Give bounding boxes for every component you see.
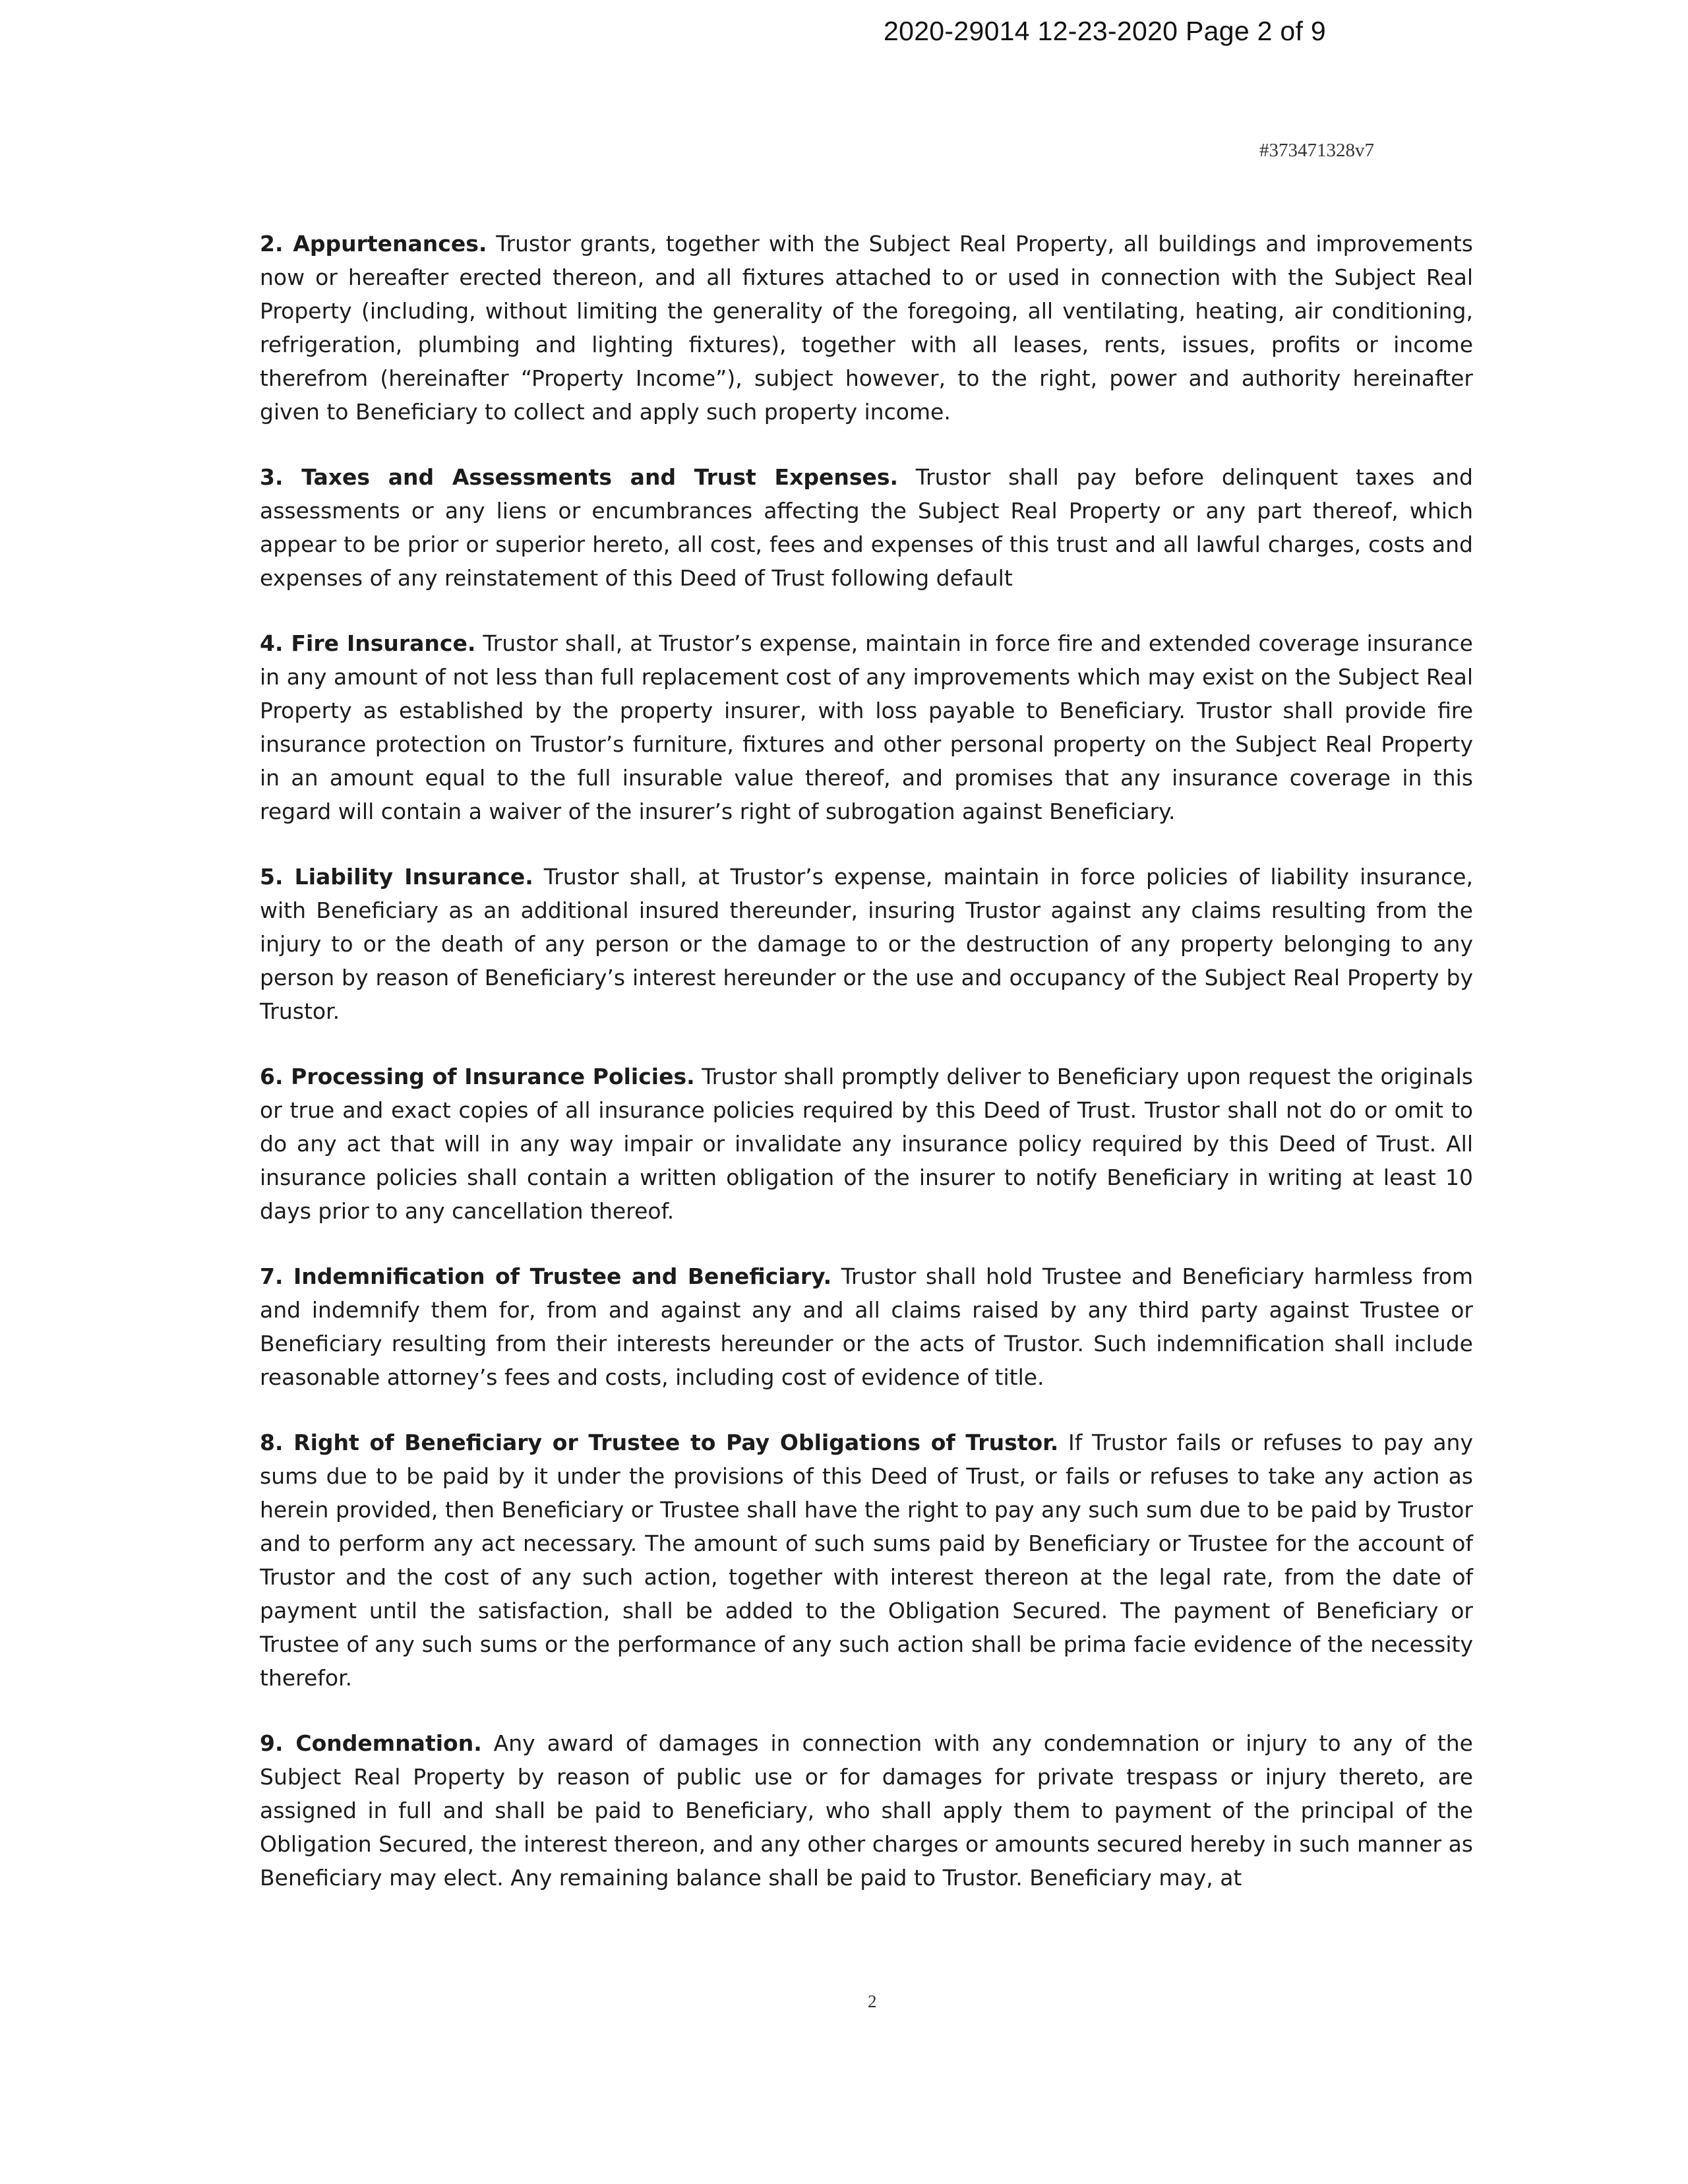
paragraph-text: Any award of damages in connection with any condemnation or injury to any of the Subject Real Property by reason of public use or for damages for private trespass or injury thereto, are assigned in full and shall be paid to Beneficiary, who shall apply them to payment of the principal of the Obligation Secured, the interest thereon, and any other charges or amounts secured hereby in such manner as Beneficiary may elect. Any remaining balance shall be paid to Trustor. Beneficiary may, at [260,1730,1473,1891]
paragraph-text: Trustor shall, at Trustor’s expense, maintain in force policies of liability insurance, with Beneficiary as an additional insured thereunder, insuring Trustor against any claims resulting from the injury to or the death of any person or the damage to or the destruction of any property belonging to any person by reason of Beneficiary’s interest hereunder or the use and occupancy of the Subject Real Property by Trustor. [260,864,1473,1024]
paragraph-text: Trustor shall, at Trustor’s expense, maintain in force fire and extended coverage insurance in any amount of not less than full replacement cost of any improvements which may exist on the Subject Real Property as established by the property insurer, with loss payable to Beneficiary. Trustor shall provide fire insurance protection on Trustor’s furniture, fixtures and other personal property on the Subject Real Property in an amount equal to the full insurable value thereof, and promises that any insurance coverage in this regard will contain a waiver of the insurer’s right of subrogation against Beneficiary. [260,630,1473,824]
paragraph-heading: 2. Appurtenances. [260,231,487,257]
paragraph-heading: 7. Indemnification of Trustee and Beneficiary. [260,1263,832,1289]
paragraph-text: Trustor shall pay before delinquent taxes and assessments or any liens or encumbrances affecting the Subject Real Property or any part thereof, which appear to be prior or superior hereto, all cost, fees and expenses of this trust and all lawful charges, costs and expenses of any reinstatement of this Deed of Trust following default [260,464,1473,591]
paragraph-heading: 4. Fire Insurance. [260,630,476,656]
paragraph-indemnification [260,1259,1473,1394]
paragraph-text: If Trustor fails or refuses to pay any sums due to be paid by it under the provisions of this Deed of Trust, or fails or refuses to take any action as herein provided, then Beneficiary or Trustee shall have the right to pay any such sum due to be paid by Trustor and to perform any act necessary. The amount of such sums paid by Beneficiary or Trustee for the account of Trustor and the cost of any such action, together with interest thereon at the legal rate, from the date of payment until the satisfaction, shall be added to the Obligation Secured. The payment of Beneficiary or Trustee of any such sums or the performance of any such action shall be prima facie evidence of the necessity therefor. [260,1430,1473,1691]
paragraph-right-to-pay [260,1426,1473,1695]
paragraph-heading: 9. Condemnation. [260,1730,482,1756]
paragraph-condemnation [260,1726,1473,1895]
paragraph-heading: 8. Right of Beneficiary or Trustee to Pay Obligations of Trustor. [260,1430,1059,1455]
paragraph-fire-insurance [260,626,1473,828]
paragraph-text: Trustor shall promptly deliver to Beneficiary upon request the originals or true and exact copies of all insurance policies required by this Deed of Trust. Trustor shall not do or omit to do any act that will in any way impair or invalidate any insurance policy required by this Deed of Trust. All insurance policies shall contain a written obligation of the insurer to notify Beneficiary in writing at least 10 days prior to any cancellation thereof. [260,1064,1473,1224]
recording-header: 2020-29014 12-23-2020 Page 2 of 9 [884,16,1327,46]
paragraph-taxes [260,460,1473,595]
paragraph-processing-policies [260,1060,1473,1228]
paragraph-appurtenances [260,227,1473,429]
paragraph-text: Trustor shall hold Trustee and Beneficiary harmless from and indemnify them for, from and against any and all claims raised by any third party against Trustee or Beneficiary resulting from their interests hereunder or the acts of Trustor. Such indemnification shall include reasonable attorney’s fees and costs, including cost of evidence of title. [260,1263,1474,1390]
paragraph-heading: 5. Liability Insurance. [260,864,533,890]
page-number: 2 [868,1991,877,2011]
paragraph-liability-insurance [260,860,1473,1028]
document-reference: #373471328v7 [1259,140,1374,161]
paragraph-heading: 3. Taxes and Assessments and Trust Expenses. [260,464,899,490]
paragraph-heading: 6. Processing of Insurance Policies. [260,1064,695,1089]
paragraph-text: Trustor grants, together with the Subject Real Property, all buildings and improvements now or hereafter erected thereon, and all fixtures attached to or used in connection with the Subject Real Property (including, without limiting the generality of the foregoing, all ventilating, heating, air conditioning, refrigeration, plumbing and lighting fixtures), together with all leases, rents, issues, profits or income therefrom (hereinafter “Property Income”), subject however, to the right, power and authority hereinafter given to Beneficiary to collect and apply such property income. [260,231,1473,425]
document-body [260,227,1473,1926]
